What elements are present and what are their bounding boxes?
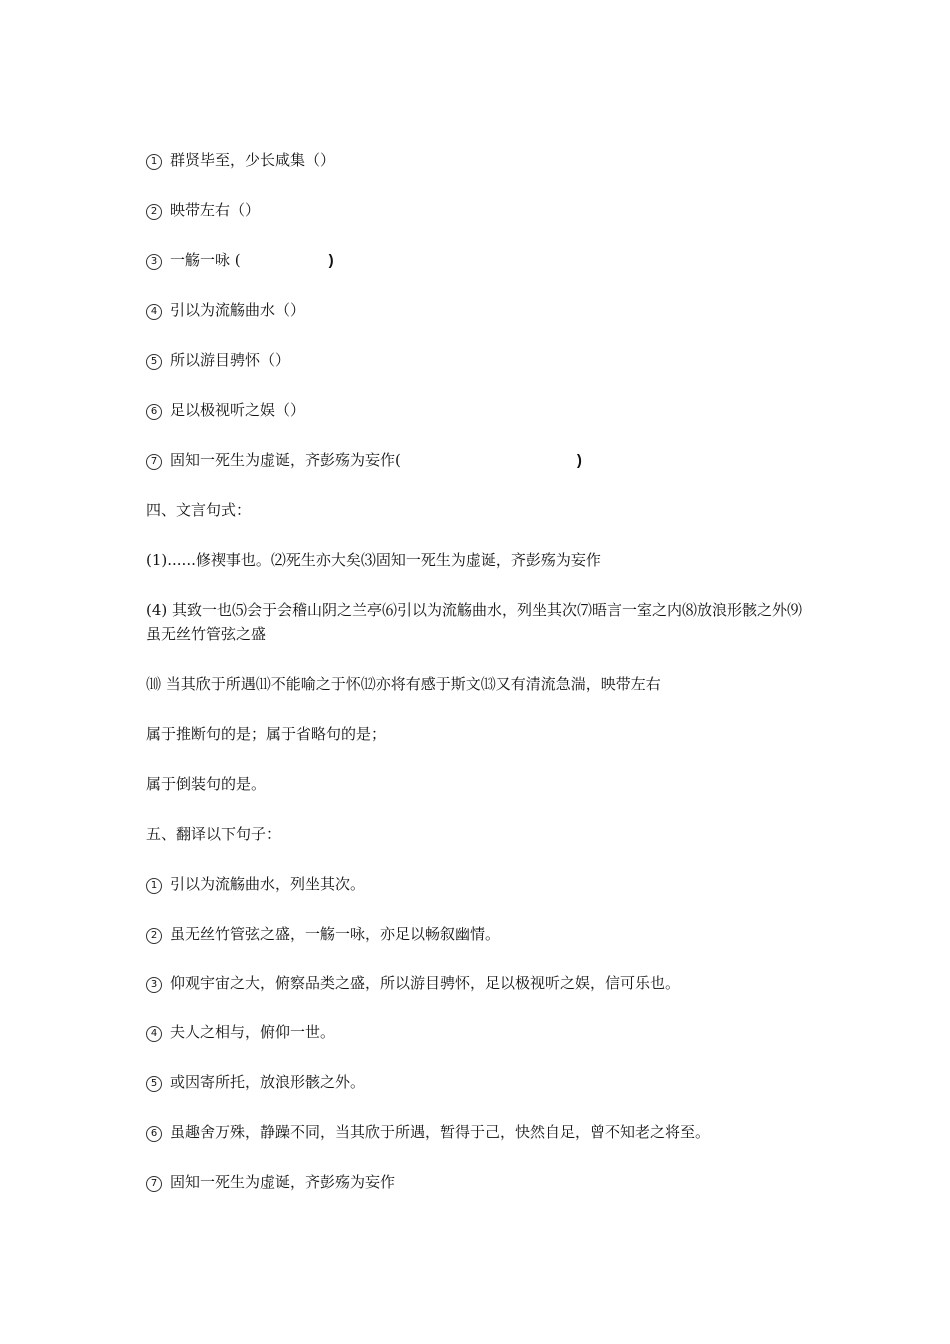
item-number: 1 bbox=[146, 154, 162, 170]
list-item bbox=[146, 398, 305, 422]
list-item bbox=[146, 922, 500, 946]
item-number: 3 bbox=[146, 977, 162, 993]
item-text: 或因寄所托，放浪形骸之外。 bbox=[170, 1073, 366, 1091]
list-item bbox=[146, 198, 260, 222]
item-text: 夫人之相与，俯仰一世。 bbox=[170, 1023, 336, 1041]
item-text: 引以为流觞曲水（） bbox=[170, 301, 306, 319]
list-item bbox=[146, 872, 365, 896]
close-paren: ) bbox=[328, 252, 334, 269]
list-item bbox=[146, 1070, 365, 1094]
item-number: 7 bbox=[146, 454, 162, 470]
item-number: 2 bbox=[146, 204, 162, 220]
item-text: 映带左右（） bbox=[170, 201, 261, 219]
item-number: 4 bbox=[146, 304, 162, 320]
list-item bbox=[146, 298, 305, 322]
item-text: 群贤毕至，少长咸集（） bbox=[170, 151, 336, 169]
question-text: 属于倒装句的是。 bbox=[146, 775, 267, 793]
section-heading: 五、翻译以下句子： bbox=[146, 825, 282, 843]
list-item bbox=[146, 348, 290, 372]
item-text: 固知一死生为虚诞，齐彭殇为妄作 bbox=[170, 1173, 396, 1191]
list-item bbox=[146, 448, 582, 473]
section-heading: 四、文言句式： bbox=[146, 501, 252, 519]
list-item bbox=[146, 1170, 395, 1194]
question-text: 属于推断句的是；属于省略句的是； bbox=[146, 725, 387, 743]
sentence-group: (1)......修禊事也。⑵死生亦大矣⑶固知一死生为虚诞，齐彭殇为妄作 bbox=[146, 551, 601, 569]
sentence-group: ⑽ 当其欣于所遇⑾不能喻之于怀⑿亦将有感于斯文⒀又有清流急湍，映带左右 bbox=[146, 675, 661, 693]
item-number: 3 bbox=[146, 254, 162, 270]
item-number: 4 bbox=[146, 1026, 162, 1042]
item-number: 2 bbox=[146, 928, 162, 944]
item-number: 5 bbox=[146, 354, 162, 370]
list-item bbox=[146, 148, 335, 172]
item-text: 虽趣舍万殊，静躁不同，当其欣于所遇，暂得于己，快然自足，曾不知老之将至。 bbox=[170, 1123, 711, 1141]
item-number: 6 bbox=[146, 1126, 162, 1142]
list-item bbox=[146, 1120, 710, 1144]
item-text: 一觞一咏 ( bbox=[170, 251, 241, 269]
item-number: 5 bbox=[146, 1076, 162, 1092]
item-text: 仰观宇宙之大，俯察品类之盛，所以游目骋怀，足以极视听之娱，信可乐也。 bbox=[170, 974, 681, 992]
item-number: 7 bbox=[146, 1176, 162, 1192]
item-text: 所以游目骋怀（） bbox=[170, 351, 291, 369]
item-number: 1 bbox=[146, 878, 162, 894]
list-item bbox=[146, 1020, 335, 1044]
item-text: 足以极视听之娱（） bbox=[170, 401, 306, 419]
item-text: 虽无丝竹管弦之盛，一觞一咏，亦足以畅叙幽情。 bbox=[170, 925, 501, 943]
item-number: 6 bbox=[146, 404, 162, 420]
list-item bbox=[146, 248, 334, 273]
item-text: 固知一死生为虚诞，齐彭殇为妄作( bbox=[170, 451, 401, 469]
close-paren: ) bbox=[576, 452, 582, 469]
sentence-group: (4) 其致一也⑸会于会稽山阴之兰亭⑹引以为流觞曲水，列坐其次⑺晤言一室之内⑻放浪形骸之外⑼虽无丝竹管弦之盛 bbox=[146, 601, 803, 643]
item-text: 引以为流觞曲水，列坐其次。 bbox=[170, 875, 366, 893]
list-item bbox=[146, 971, 680, 995]
